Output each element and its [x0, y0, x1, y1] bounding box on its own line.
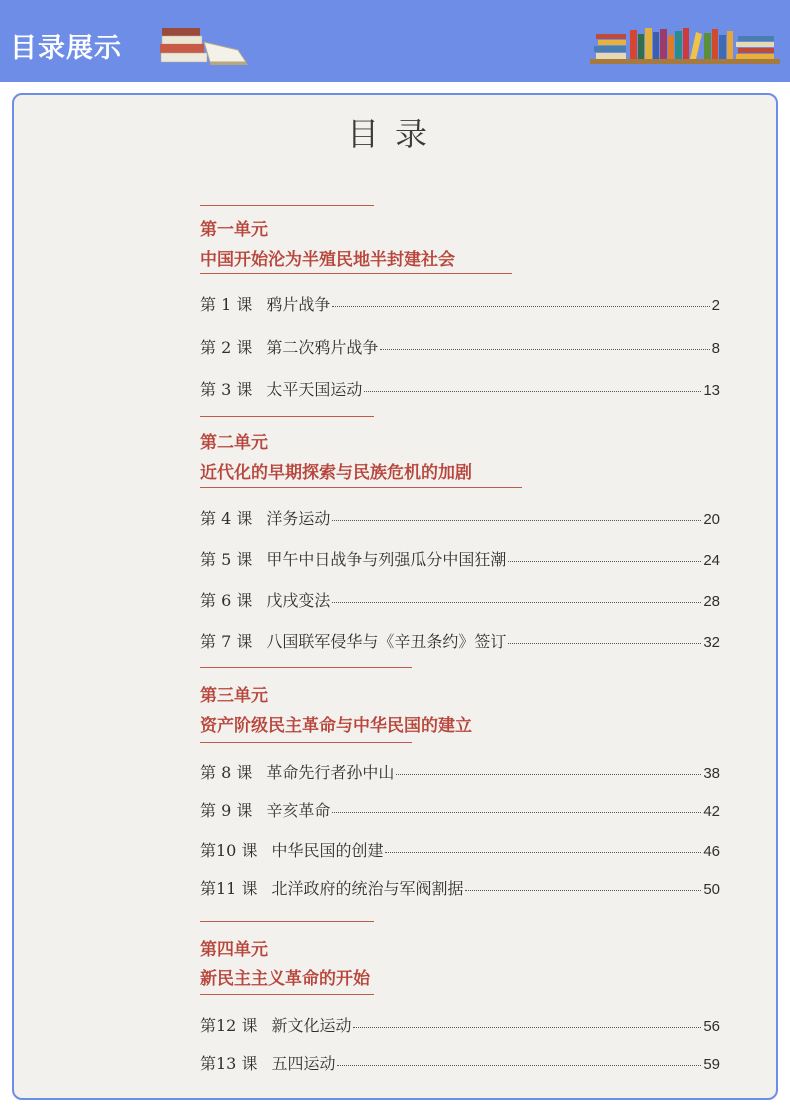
toc-entry[interactable]: [200, 377, 720, 401]
page-title: 目录: [346, 115, 443, 153]
unit-divider: [200, 994, 374, 995]
toc-entry[interactable]: [200, 547, 720, 571]
page-number: 46: [703, 843, 720, 860]
dot-leader: [332, 520, 701, 521]
lesson-number: 第 8 课: [200, 763, 253, 782]
lesson-number: 第 4 课: [200, 509, 253, 528]
lesson-number: 第 3 课: [200, 380, 253, 399]
toc-entry[interactable]: [200, 588, 720, 612]
dot-leader: [364, 391, 701, 392]
page-number: 13: [703, 382, 720, 399]
lesson-number: 第11 课: [200, 879, 258, 898]
page-number: 56: [703, 1018, 720, 1035]
page-number: 50: [703, 881, 720, 898]
lesson-title: 辛亥革命: [266, 801, 331, 820]
unit-title: 中国开始沦为半殖民地半封建社会: [200, 250, 455, 270]
lesson-title: 戊戌变法: [266, 591, 331, 610]
lesson-number: 第10 课: [200, 841, 258, 860]
dot-leader: [385, 852, 701, 853]
page-number: 28: [703, 593, 720, 610]
dot-leader: [508, 561, 701, 562]
unit-divider: [200, 921, 374, 922]
lesson-number: 第 1 课: [200, 295, 253, 314]
lesson-title: 鸦片战争: [266, 295, 331, 314]
toc-entry[interactable]: [200, 506, 720, 530]
header-banner: [0, 0, 790, 82]
lesson-title: 洋务运动: [266, 509, 331, 528]
lesson-number: 第 7 课: [200, 632, 253, 651]
lesson-number: 第12 课: [200, 1016, 258, 1035]
page-number: 59: [703, 1056, 720, 1073]
lesson-number: 第 2 课: [200, 338, 253, 357]
page-number: 24: [703, 552, 720, 569]
unit-divider: [200, 487, 522, 488]
lesson-title: 甲午中日战争与列强瓜分中国狂潮: [266, 550, 507, 569]
lesson-title: 太平天国运动: [266, 380, 363, 399]
unit-divider: [200, 205, 374, 206]
page-number: 20: [703, 511, 720, 528]
unit-divider: [200, 742, 412, 743]
toc-entry[interactable]: [200, 1013, 720, 1037]
page-number: 42: [703, 803, 720, 820]
page-number: 2: [711, 297, 720, 314]
lesson-number: 第 9 课: [200, 801, 253, 820]
unit-divider: [200, 667, 412, 668]
lesson-title: 第二次鸦片战争: [266, 338, 379, 357]
unit-label: 第四单元: [200, 940, 268, 960]
unit-title: 资产阶级民主革命与中华民国的建立: [200, 716, 472, 736]
unit-label: 第三单元: [200, 686, 268, 706]
toc-entry[interactable]: [200, 760, 720, 784]
dot-leader: [465, 890, 701, 891]
bookshelf-icon: [590, 26, 780, 66]
toc-entry[interactable]: [200, 335, 720, 359]
dot-leader: [508, 643, 701, 644]
toc-entry[interactable]: [200, 798, 720, 822]
unit-label: 第一单元: [200, 220, 268, 240]
dot-leader: [353, 1027, 701, 1028]
lesson-title: 五四运动: [271, 1054, 336, 1073]
banner-title: 目录展示: [10, 33, 122, 64]
toc-entry[interactable]: [200, 876, 720, 900]
dot-leader: [337, 1065, 701, 1066]
dot-leader: [332, 812, 701, 813]
lesson-title: 革命先行者孙中山: [266, 763, 395, 782]
dot-leader: [396, 774, 701, 775]
unit-divider: [200, 273, 512, 274]
page-number: 38: [703, 765, 720, 782]
lesson-title: 八国联军侵华与《辛丑条约》签订: [266, 632, 507, 651]
page-number: 32: [703, 634, 720, 651]
lesson-title: 新文化运动: [271, 1016, 352, 1035]
toc-entry[interactable]: [200, 1051, 720, 1075]
toc-entry[interactable]: [200, 838, 720, 862]
unit-title: 新民主主义革命的开始: [200, 969, 370, 989]
unit-title: 近代化的早期探索与民族危机的加剧: [200, 463, 472, 483]
lesson-number: 第 6 课: [200, 591, 253, 610]
dot-leader: [332, 602, 701, 603]
lesson-title: 北洋政府的统治与军阀割据: [271, 879, 464, 898]
unit-label: 第二单元: [200, 433, 268, 453]
toc-page: [12, 93, 778, 1100]
page-number: 8: [711, 340, 720, 357]
lesson-number: 第 5 课: [200, 550, 253, 569]
toc-entry[interactable]: [200, 292, 720, 316]
dot-leader: [332, 306, 709, 307]
books-stack-icon: [160, 24, 250, 66]
lesson-number: 第13 课: [200, 1054, 258, 1073]
toc-entry[interactable]: [200, 629, 720, 653]
dot-leader: [380, 349, 709, 350]
unit-divider: [200, 416, 374, 417]
lesson-title: 中华民国的创建: [271, 841, 384, 860]
